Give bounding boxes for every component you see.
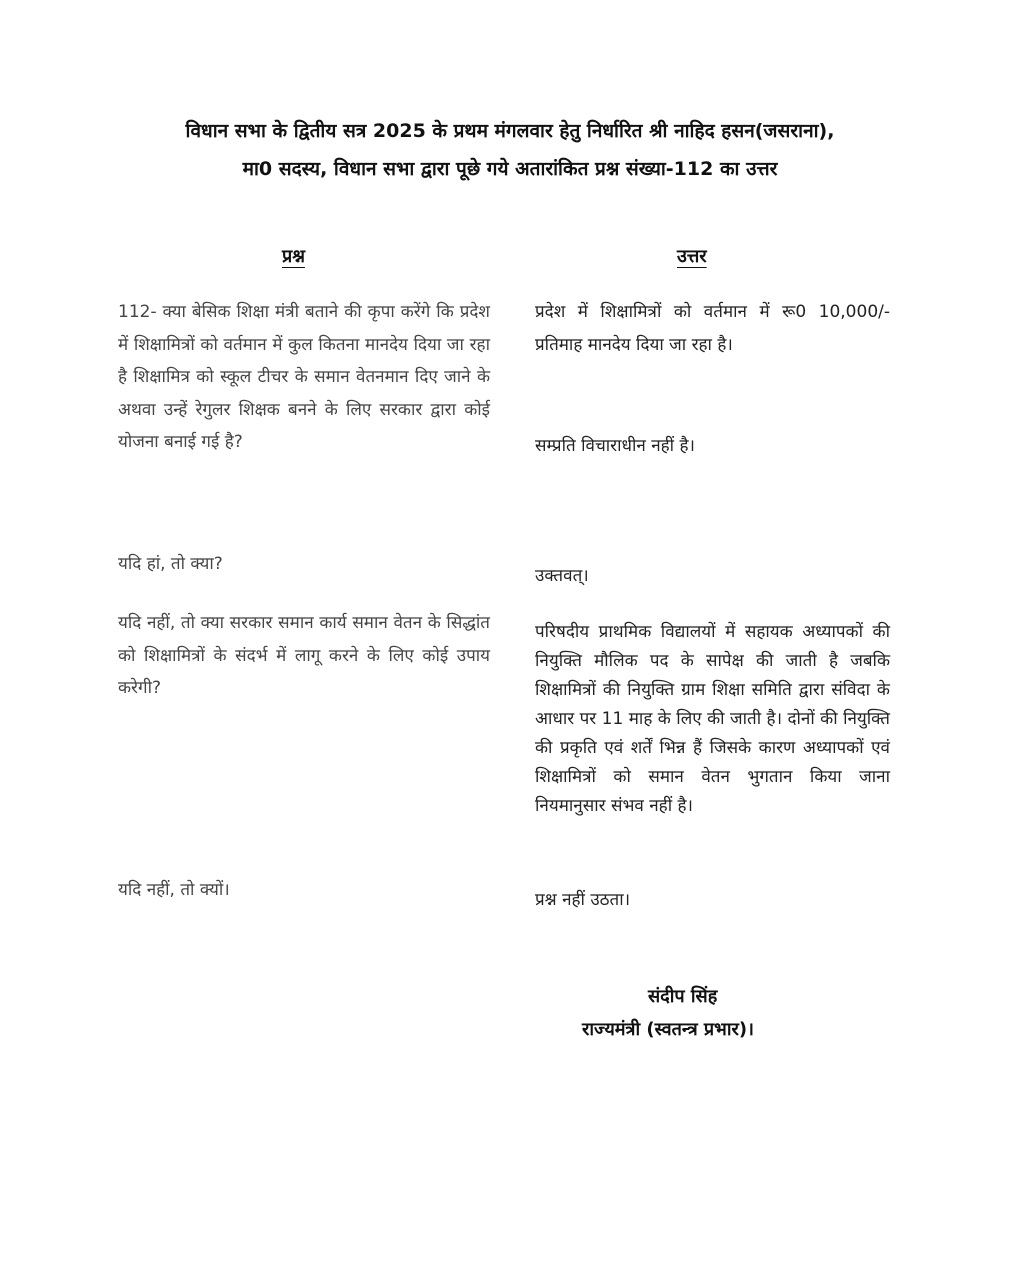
question-3: यदि नहीं, तो क्या सरकार समान कार्य समान वेतन के सिद्धांत को शिक्षामित्रों के संदर्भ में लागू करने के लिए कोई उपाय करेगी? — [118, 613, 490, 698]
answer-5: प्रश्न नहीं उठता। — [535, 890, 631, 910]
answer-3: उक्तवत्। — [535, 566, 589, 586]
question-column-heading: प्रश्न — [282, 246, 305, 267]
title-line-1: विधान सभा के द्वितीय सत्र 2025 के प्रथम मंगलवार हेतु निर्धारित श्री नाहिद हसन(जसराना), — [185, 120, 835, 142]
answer-1: प्रदेश में शिक्षामित्रों को वर्तमान में रू0 10,000/- प्रतिमाह मानदेय दिया जा रहा है। — [535, 302, 890, 355]
answer-2: सम्प्रति विचाराधीन नहीं है। — [535, 436, 695, 456]
signatory-name: संदीप सिंह — [648, 986, 718, 1007]
title-line-2: मा0 सदस्य, विधान सभा द्वारा पूछे गये अतारांकित प्रश्न संख्या-112 का उत्तर — [242, 158, 778, 180]
question-2: यदि हां, तो क्या? — [118, 554, 223, 574]
answer-column-heading: उत्तर — [677, 246, 707, 267]
document-title — [60, 112, 960, 188]
question-1: 112- क्या बेसिक शिक्षा मंत्री बताने की कृपा करेंगे कि प्रदेश में शिक्षामित्रों को वर्तमान में कुल कितना मानदेय दिया जा रहा है शिक्षामित्र को स्कूल टीचर के समान वेतनमान दिए जाने के अथवा उन्हें रेगुलर शिक्षक बनने के लिए सरकार द्वारा कोई योजना बनाई गई है? — [118, 302, 490, 452]
answer-4: परिषदीय प्राथमिक विद्यालयों में सहायक अध्यापकों की नियुक्ति मौलिक पद के सापेक्ष की जाती है जबकि शिक्षामित्रों की नियुक्ति ग्राम शिक्षा समिति द्वारा संविदा के आधार पर 11 माह के लिए की जाती है। दोनों की नियुक्ति की प्रकृति एवं शर्तें भिन्न हैं जिसके कारण अध्यापकों एवं शिक्षामित्रों को समान वेतन भुगतान किया जाना नियमानुसार संभव नहीं है। — [535, 622, 890, 816]
signatory-designation: राज्यमंत्री (स्वतन्त्र प्रभार)। — [582, 1019, 754, 1040]
question-4: यदि नहीं, तो क्यों। — [118, 880, 230, 900]
